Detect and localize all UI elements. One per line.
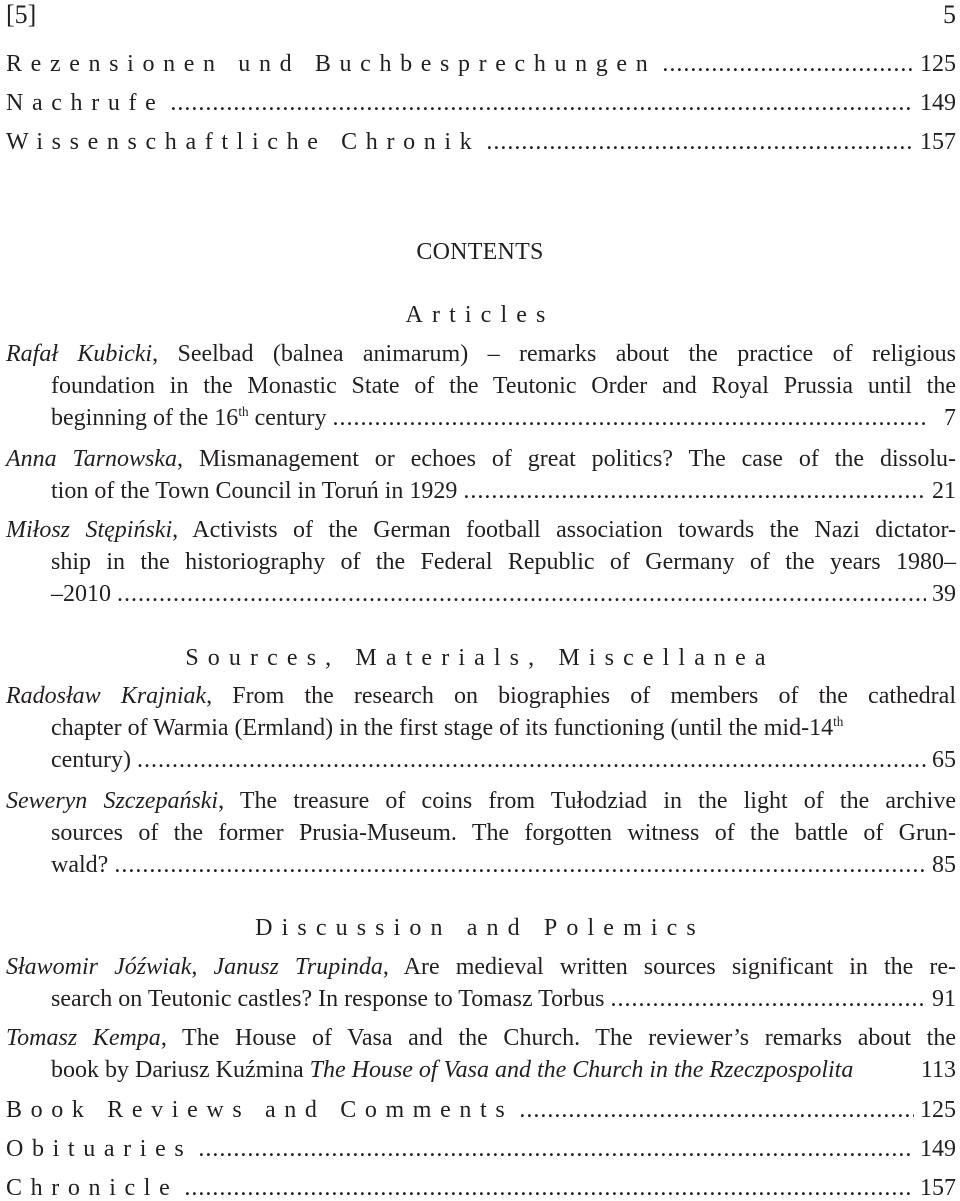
entry-line [6,744,956,776]
dot-leader [117,578,926,610]
dot-leader [170,91,914,115]
entry-text: , Mismanagement or echoes of great politics? The case of the dissolu- [177,446,956,472]
entry-text-part: book by Dariusz Kuźmina [51,1057,310,1083]
toc-entry-title: Chronicle [6,1175,179,1201]
entry-text: tion of the Town Council in Toruń in 1929 [51,478,458,504]
entry-line [6,578,956,610]
source-entry[interactable] [6,785,956,881]
toc-entry-title: Obituaries [6,1136,193,1162]
toc-entry-title: Book Reviews and Comments [6,1097,514,1123]
entry-line [6,514,956,546]
entry-line [6,951,956,983]
dot-leader [519,1098,914,1122]
entry-text: , The House of Vasa and the Church. The reviewer’s remarks about the [160,1025,957,1051]
dot-leader [184,1176,914,1200]
contents-heading: CONTENTS [416,239,544,265]
entry-author: Janusz Trupinda [213,954,383,980]
entry-author: Seweryn Szczepański [6,788,219,814]
source-entry[interactable] [6,680,956,776]
entry-line [6,546,956,578]
toc-entry-page: 21 [932,478,956,504]
dot-leader [114,849,926,881]
toc-entry[interactable] [6,1137,956,1161]
entry-text [51,402,327,434]
entry-text: wald? [51,852,109,878]
book-title: The House of Vasa and the Church in the Rzeczpospolita [309,1057,854,1083]
entry-line [6,402,956,434]
entry-text: century) [51,747,131,773]
toc-entry[interactable] [6,52,956,76]
section-heading-discussion: Discussion and Polemics [255,915,705,941]
entry-author: Rafał Kubicki [6,341,153,367]
page-marker: [5] [6,0,37,29]
author-separator: , [191,954,214,980]
entry-line [6,1022,956,1054]
entry-text: , Activists of the German football association towards the Nazi dictator- [172,517,957,543]
section-heading-sources: Sources, Materials, Miscellanea [185,645,775,671]
article-entry[interactable] [6,514,956,610]
toc-entry-page: 39 [932,581,956,607]
dot-leader [198,1137,914,1161]
entry-line [6,475,956,507]
toc-entry[interactable] [6,1176,956,1200]
entry-author: Anna Tarnowska [6,446,178,472]
entry-author: Sławomir Jóźwiak [6,954,192,980]
entry-author: Tomasz Kempa [6,1025,161,1051]
toc-entry-page: 125 [920,1097,956,1123]
entry-text: , Seelbad (balnea animarum) – remarks about the practice of religious [152,341,956,367]
entry-line [6,1054,956,1086]
entry-text: ship in the historiography of the Federal Republic of Germany of the years 1980– [51,549,956,575]
dot-leader [662,52,914,76]
entry-text: search on Teutonic castles? In response to Tomasz Torbus [51,986,605,1012]
toc-entry-page: 7 [944,405,956,431]
discussion-entry[interactable] [6,951,956,1015]
entry-line [6,983,956,1015]
toc-entry-page: 149 [920,1136,956,1162]
toc-entry-page: 65 [932,747,956,773]
superscript: th [238,404,249,419]
entry-line [6,338,956,370]
entry-author: Miłosz Stępiński [6,517,173,543]
entry-text: foundation in the Monastic State of the Teutonic Order and Royal Prussia until the [51,373,956,399]
entry-line [6,443,956,475]
toc-entry[interactable] [6,91,956,115]
dot-leader [463,475,926,507]
entry-text-part: century [248,405,327,431]
entry-text: sources of the former Prusia-Museum. The forgotten witness of the battle of Grun- [51,820,956,846]
dot-leader [611,983,927,1015]
entry-text: , The treasure of coins from Tułodziad in the light of the archive [218,788,957,814]
entry-line [6,817,956,849]
section-heading-articles: Articles [405,302,555,328]
article-entry[interactable] [6,338,956,434]
toc-entry[interactable] [6,1098,956,1122]
toc-entry-page: 91 [932,986,956,1012]
toc-entry-title: Rezensionen und Buchbesprechungen [6,51,657,77]
entry-line [6,680,956,712]
page-number: 5 [943,0,956,29]
superscript: th [833,714,844,729]
toc-entry-page: 125 [920,51,956,77]
dot-leader [486,130,914,154]
article-entry[interactable] [6,443,956,507]
toc-entry[interactable] [6,130,956,154]
toc-entry-title: Nachrufe [6,90,165,116]
dot-leader [333,402,926,434]
toc-entry-page: 157 [920,1175,956,1201]
entry-text: , Are medieval written sources significant in the re- [382,954,956,980]
entry-line [6,370,956,402]
toc-entry-page: 149 [920,90,956,116]
entry-line [6,849,956,881]
toc-entry-page: 85 [932,852,956,878]
entry-line [6,712,956,744]
entry-text: –2010 [51,581,111,607]
entry-text-part: beginning of the 16 [51,405,239,431]
entry-text-part: chapter of Warmia (Ermland) in the first stage of its functioning (until the mid-14 [51,715,834,741]
entry-text [51,712,843,744]
toc-entry-page: 157 [920,129,956,155]
discussion-entry[interactable] [6,1022,956,1086]
entry-author: Radosław Krajniak [6,683,207,709]
toc-entry-page: 113 [920,1057,956,1083]
entry-text [51,1054,853,1086]
toc-entry-title: Wissenschaftliche Chronik [6,129,481,155]
entry-line [6,785,956,817]
dot-leader [137,744,926,776]
entry-text: , From the research on biographies of members of the cathedral [206,683,956,709]
